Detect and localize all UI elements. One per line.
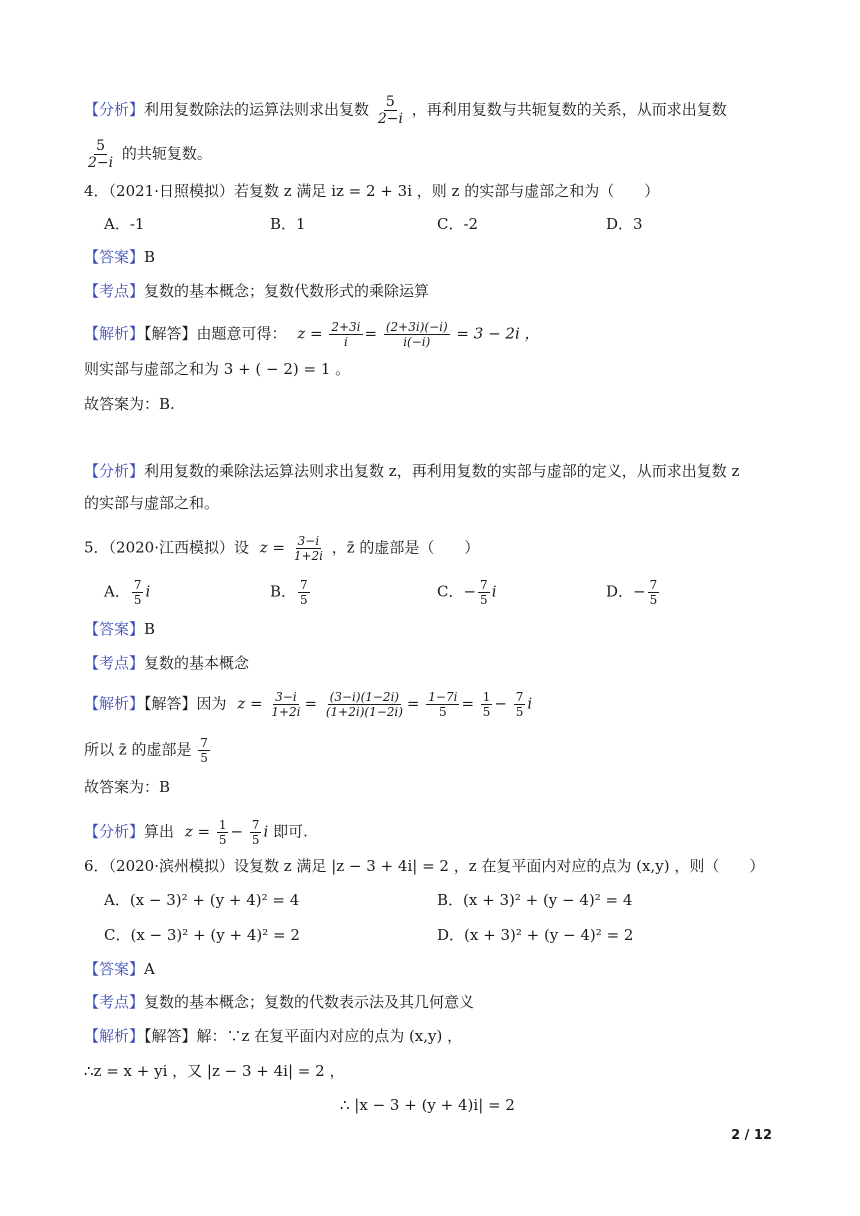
q6-option-a: A．(x − 3)² + (y + 4)² = 4 [104, 891, 300, 909]
frac-den: i(−i) [403, 335, 431, 349]
analysis-text: 即可. [273, 822, 308, 841]
kaodian-text: 复数的基本概念；复数的代数表示法及其几何意义 [144, 993, 475, 1011]
frac-den: 1+2i [293, 549, 323, 563]
answer-value: B [144, 620, 156, 638]
frac-num: 5 [96, 138, 106, 154]
q5-kaodian [84, 652, 249, 674]
frac-num: 1 [218, 818, 227, 832]
kaodian-label: 【考点】 [84, 993, 145, 1011]
frac-num: 7 [649, 578, 658, 592]
fraction [132, 578, 144, 607]
eq-tail: = 3 − 2i ， [456, 324, 540, 343]
jiexi-label: 【解析】 [84, 694, 145, 713]
option-label: D．− [606, 582, 646, 601]
jieda-text: 【解答】解：∵z 在复平面内对应的点为 (x,y) ， [144, 1027, 463, 1045]
q5-answer [84, 618, 155, 640]
kaodian-text: 复数的基本概念 [144, 654, 250, 672]
q3-analysis-line2 [84, 138, 212, 171]
q6-line2: ∴z = x + yi ，又 |z − 3 + 4i| = 2 ， [84, 1062, 345, 1080]
analysis-label: 【分析】 [84, 100, 145, 119]
frac-num: 7 [133, 578, 142, 592]
q4-option-a: A．-1 [104, 215, 145, 233]
q6-option-c: C．(x − 3)² + (y + 4)² = 2 [104, 926, 300, 944]
frac-den: 2−i [377, 111, 403, 127]
frac-den: 5 [515, 705, 524, 719]
fraction [324, 690, 405, 719]
frac-den: 5 [133, 593, 142, 607]
jieda-text: 【解答】由题意可得： [144, 324, 287, 343]
frac-den: 1+2i [271, 705, 301, 719]
q4-sum-line: 则实部与虚部之和为 3 + ( − 2) = 1 。 [84, 360, 351, 378]
q5-option-a: A． $\frac{7}{5}$ i [104, 578, 151, 607]
frac-den: i [344, 335, 348, 349]
kaodian-label: 【考点】 [84, 654, 145, 672]
jiexi-label: 【解析】 [84, 324, 145, 343]
answer-value: A [144, 960, 155, 978]
analysis-label: 【分析】 [84, 462, 145, 480]
jieda-text: 【解答】因为 [144, 694, 227, 713]
eq-lhs: z = [184, 822, 211, 841]
q4-analysis-line2: 的实部与虚部之和。 [84, 494, 220, 512]
frac-num: 2+3i [331, 320, 361, 334]
q4-option-c: C．-2 [437, 215, 479, 233]
kaodian-text: 复数的基本概念；复数代数形式的乘除运算 [144, 282, 430, 300]
frac-num: 7 [300, 578, 308, 592]
analysis-text: 利用复数的乘除法运算法则求出复数 z，再利用复数的实部与虚部的定义，从而求出复数 z [144, 462, 740, 480]
q4-analysis-line1 [84, 460, 739, 482]
fraction [514, 690, 526, 719]
fraction [86, 138, 115, 171]
imag-text: 所以 z̄ 的虚部是 [84, 740, 192, 759]
q3-analysis-line1 [84, 94, 727, 127]
analysis-text: ，再利用复数与共轭复数的关系，从而求出复数 [411, 100, 727, 119]
q6-option-b: B．(x + 3)² + (y − 4)² = 4 [437, 891, 633, 909]
fraction [198, 736, 210, 765]
q5-option-d [606, 578, 661, 607]
answer-label: 【答案】 [84, 620, 145, 638]
q5-option-b [270, 578, 312, 607]
q5-analysis: 【分析】算出 z = $\frac{1}{5}$ − $\frac{7}{5}$ i 即可. [84, 818, 308, 847]
q6-kaodian [84, 991, 474, 1013]
frac-den: 5 [200, 751, 208, 765]
fraction [329, 320, 362, 349]
analysis-text: 的共轭复数。 [121, 144, 212, 163]
q6-line3: ∴ |x − 3 + (y + 4)i| = 2 [340, 1096, 515, 1114]
frac-num: 1−7i [428, 690, 458, 704]
analysis-label: 【分析】 [84, 822, 145, 841]
frac-num: 7 [200, 736, 208, 750]
frac-den: 5 [439, 705, 447, 719]
kaodian-label: 【考点】 [84, 282, 145, 300]
frac-den: 2−i [88, 155, 114, 171]
frac-num: (2+3i)(−i) [385, 320, 448, 334]
frac-num: 7 [515, 690, 524, 704]
q4-stem: 4．（2021·日照模拟）若复数 z 满足 iz = 2 + 3i ，则 z 的实部与虚部之和为（ ） [84, 182, 660, 200]
frac-den: 5 [251, 833, 260, 847]
q5-conclusion: 故答案为：B [84, 778, 171, 796]
frac-den: 5 [480, 593, 488, 607]
fraction [292, 534, 325, 563]
frac-num: 5 [385, 94, 395, 110]
eq-lhs: z = [237, 694, 263, 713]
frac-num: 7 [480, 578, 488, 592]
q6-stem: 6．（2020·滨州模拟）设复数 z 满足 |z − 3 + 4i| = 2 ，z 在复平面内对应的点为 (x,y) ，则（ ） [84, 857, 765, 875]
option-label: B． [270, 582, 297, 601]
stem-text: 5．（2020·江西模拟）设 [84, 538, 249, 557]
fraction [481, 690, 493, 719]
jiexi-label: 【解析】 [84, 1027, 145, 1045]
q6-jiexi [84, 1025, 462, 1047]
q4-answer [84, 246, 155, 268]
q4-conclusion: 故答案为：B. [84, 395, 175, 413]
q5-stem [84, 534, 479, 563]
q5-option-c: C．− $\frac{7}{5}$ i [437, 578, 497, 607]
q4-jiexi: 【解析】【解答】由题意可得： z = $\frac{2+3i}{i}$ = $\frac{(2+3i)(-i)}{i(-i)}$ = 3 − 2i ， [84, 320, 540, 349]
eq-lhs: z = [259, 538, 286, 557]
answer-label: 【答案】 [84, 960, 145, 978]
eq-lhs: z = [297, 324, 323, 343]
frac-den: 5 [482, 705, 491, 719]
stem-text: ，z̄ 的虚部是（ ） [331, 538, 480, 557]
frac-den: 5 [218, 833, 227, 847]
frac-num: 3−i [275, 690, 297, 704]
fraction [648, 578, 660, 607]
analysis-text: 算出 [144, 822, 175, 841]
q4-option-b: B．1 [270, 215, 306, 233]
analysis-text: 利用复数除法的运算法则求出复数 [144, 100, 370, 119]
fraction [250, 818, 262, 847]
answer-label: 【答案】 [84, 248, 145, 266]
frac-den: 5 [300, 593, 308, 607]
frac-num: 1 [482, 690, 491, 704]
frac-num: 3−i [297, 534, 320, 548]
fraction [376, 94, 405, 127]
q6-answer [84, 958, 155, 980]
q6-option-d: D．(x + 3)² + (y − 4)² = 2 [437, 926, 634, 944]
answer-value: B [144, 248, 156, 266]
frac-den: 5 [649, 593, 658, 607]
page-number: 2 / 12 [731, 1128, 772, 1143]
option-label: A． [104, 582, 130, 601]
fraction [217, 818, 229, 847]
fraction [269, 690, 302, 719]
q5-jiexi: 【解析】【解答】因为 z = $\frac{3-i}{1+2i}$ = $\frac{(3-i)(1-2i)}{(1+2i)(1-2i)}$ = $\frac{1-7i}{5}$ = $\frac{1}{5}$ − $\frac{7}{5}$ i [84, 690, 533, 719]
fraction [478, 578, 490, 607]
frac-num: (3−i)(1−2i) [329, 690, 400, 704]
fraction [426, 690, 459, 719]
option-label: C．− [437, 582, 477, 601]
q5-imag-line [84, 736, 212, 765]
fraction [298, 578, 310, 607]
frac-den: (1+2i)(1−2i) [325, 705, 403, 719]
q4-kaodian [84, 280, 429, 302]
fraction [384, 320, 450, 349]
frac-num: 7 [251, 818, 260, 832]
q4-option-d: D．3 [606, 215, 643, 233]
